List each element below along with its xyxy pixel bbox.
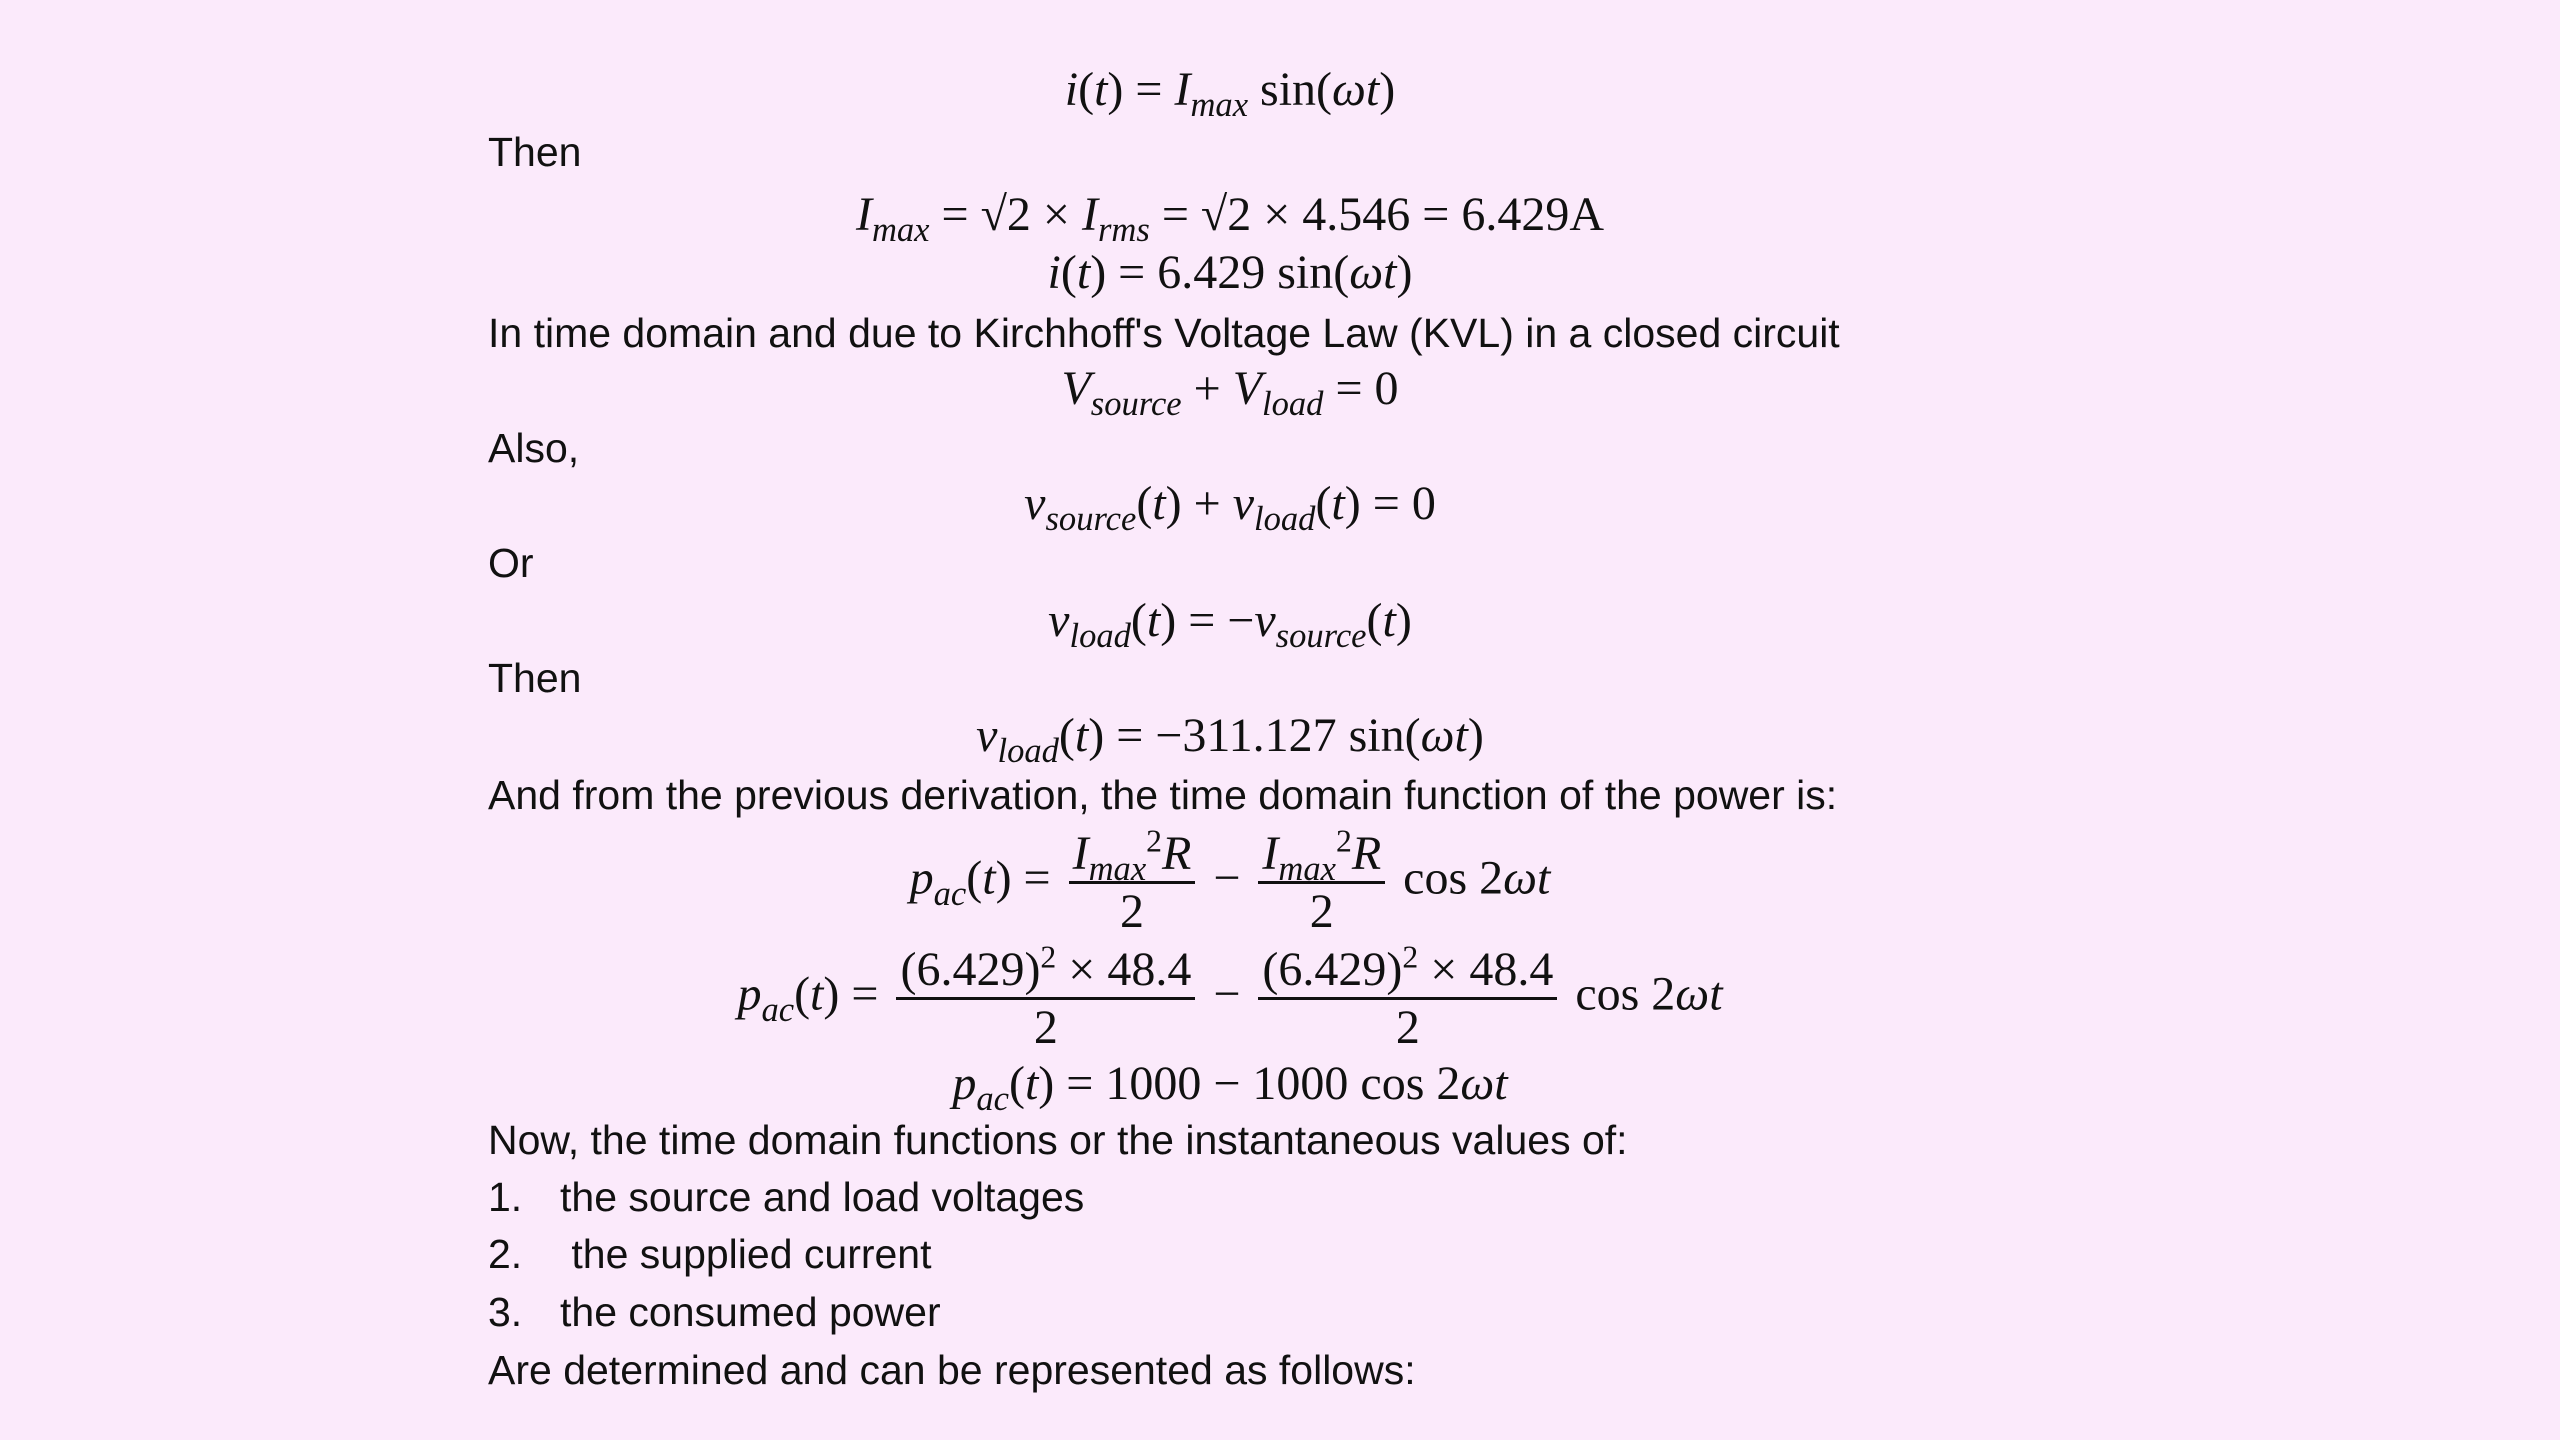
fraction-power-ac-numeric: $\frac{(6.429)^2 \times 48.4}{2}$ (1258, 942, 1557, 1055)
value-imax-coef: 6.429 (1157, 246, 1266, 299)
text-conclusion: Are determined and can be represented as follows: (488, 1347, 1416, 1393)
equation-power-general: $p_{ac}(t)$ = $\frac{I_{max}^2R}{2}$ − $\frac{I_{max}^2R}{2}$ cos 2ωt (909, 823, 1551, 939)
value-imax-paren-2: (6.429) (1262, 943, 1403, 996)
list-item-text: the supplied current (560, 1231, 932, 1277)
text-then-1: Then (488, 129, 582, 175)
value-irms: 4.546 (1302, 188, 1411, 241)
text-power-intro: And from the previous derivation, the time domain function of the power is: (488, 772, 1838, 818)
value-resistance: 48.4 (1107, 943, 1192, 996)
value-imax-paren: (6.429) (900, 943, 1041, 996)
equation-kvl-time: $v_{source}(t) + v_{load}(t) = 0$ (1024, 477, 1436, 539)
list-item (488, 1174, 1085, 1220)
list-item (488, 1231, 932, 1277)
equation-power-substituted: $p_{ac}(t)$ = $\frac{(6.429)^2 \times 48.4}{2}$ − $\frac{(6.429)^2 \times 48.4}{2}$ cos 2ωt (737, 939, 1723, 1055)
value-power-ampl: 1000 (1252, 1057, 1349, 1110)
list-item-number: 2. (488, 1231, 523, 1277)
equation-imax-calc: $I_{max} = √2 \times I_{rms} = √2 \times 4.546 = 6.429A$ (855, 188, 1605, 250)
list-item (488, 1289, 941, 1335)
list-item-text: the consumed power (560, 1289, 941, 1335)
text-or: Or (488, 540, 534, 586)
equation-power-final: $p_{ac}(t) = 1000 - 1000$ cos 2ωt (952, 1057, 1508, 1119)
list-item-number: 3. (488, 1289, 523, 1335)
value-imax: 6.429A (1461, 188, 1605, 241)
text-then-2: Then (488, 655, 582, 701)
fraction-power-ac: $\frac{I_{max}^2R}{2}$ (1258, 826, 1385, 939)
value-resistance-2: 48.4 (1469, 943, 1554, 996)
text-now-intro: Now, the time domain functions or the instantaneous values of: (488, 1117, 1628, 1163)
list-item-number: 1. (488, 1174, 523, 1220)
equation-current-general: $i(t) = I_{max}$ sin(ωt) (1064, 63, 1396, 125)
equation-load-neg-source: $v_{load}(t) = -v_{source}(t)$ (1048, 594, 1412, 656)
fraction-power-dc-numeric: $\frac{(6.429)^2 \times 48.4}{2}$ (896, 942, 1195, 1055)
equation-current-numeric: i(t) = 6.429 sin(ωt) (1047, 246, 1413, 299)
value-power-const: 1000 (1105, 1057, 1202, 1110)
text-kvl-intro: In time domain and due to Kirchhoff's Voltage Law (KVL) in a closed circuit (488, 310, 1840, 356)
fraction-power-dc: $\frac{I_{max}^2R}{2}$ (1069, 826, 1196, 939)
list-item-text: the source and load voltages (560, 1174, 1085, 1220)
equation-kvl-phasor: $V_{source} + V_{load} = 0$ (1061, 362, 1399, 424)
equation-load-numeric: $v_{load}(t) = -311.127$ sin(ωt) (976, 709, 1484, 771)
text-also: Also, (488, 425, 580, 471)
value-vload-coef: −311.127 (1155, 709, 1337, 762)
